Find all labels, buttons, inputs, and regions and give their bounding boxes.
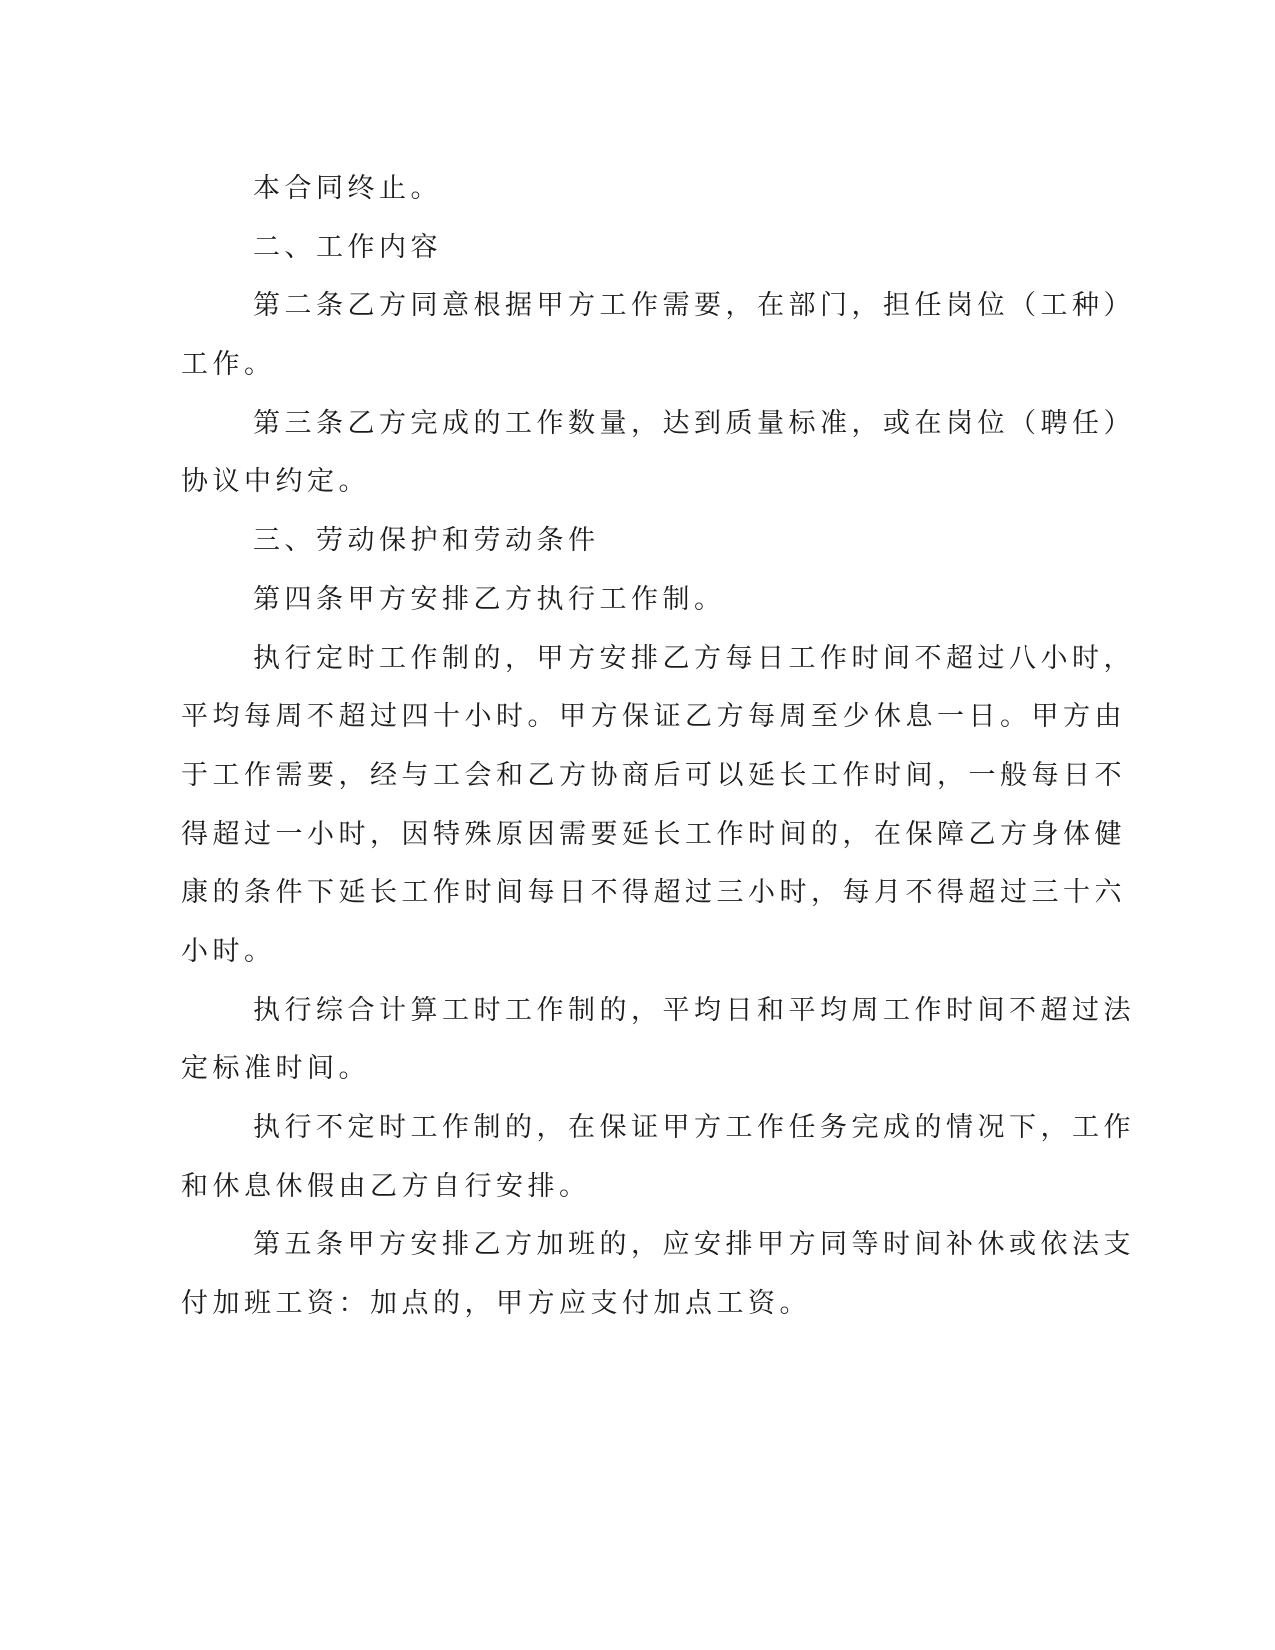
text-line: 于工作需要，经与工会和乙方协商后可以延长工作时间，一般每日不 [181,759,1126,791]
text-line: 执行综合计算工时工作制的，平均日和平均周工作时间不超过法 [253,994,1135,1026]
document-body [181,160,1135,1334]
section-heading: 二、工作内容 [253,231,442,263]
text-line: 平均每周不超过四十小时。甲方保证乙方每周至少休息一日。甲方由 [181,701,1126,733]
text-line: 付加班工资：加点的，甲方应支付加点工资。 [181,1288,811,1320]
text-line: 工作。 [181,349,276,381]
section-heading: 三、劳动保护和劳动条件 [253,525,600,557]
text-line: 康的条件下延长工作时间每日不得超过三小时，每月不得超过三十六 [181,877,1126,909]
text-line: 小时。 [181,935,276,967]
text-line: 执行不定时工作制的，在保证甲方工作任务完成的情况下，工作 [253,1112,1135,1143]
text-line: 执行定时工作制的，甲方安排乙方每日工作时间不超过八小时， [253,642,1135,674]
text-line: 本合同终止。 [253,173,442,204]
text-line: 第四条甲方安排乙方执行工作制。 [253,583,726,615]
text-line: 定标准时间。 [181,1053,370,1085]
text-line: 得超过一小时，因特殊原因需要延长工作时间的，在保障乙方身体健 [181,818,1126,850]
text-line: 协议中约定。 [181,466,370,498]
text-line: 和休息休假由乙方自行安排。 [181,1170,591,1202]
text-line: 第三条乙方完成的工作数量，达到质量标准，或在岗位（聘任） [253,407,1135,439]
text-line: 第二条乙方同意根据甲方工作需要，在部门，担任岗位（工种） [253,290,1135,322]
text-line: 第五条甲方安排乙方加班的，应安排甲方同等时间补休或依法支 [253,1229,1135,1261]
